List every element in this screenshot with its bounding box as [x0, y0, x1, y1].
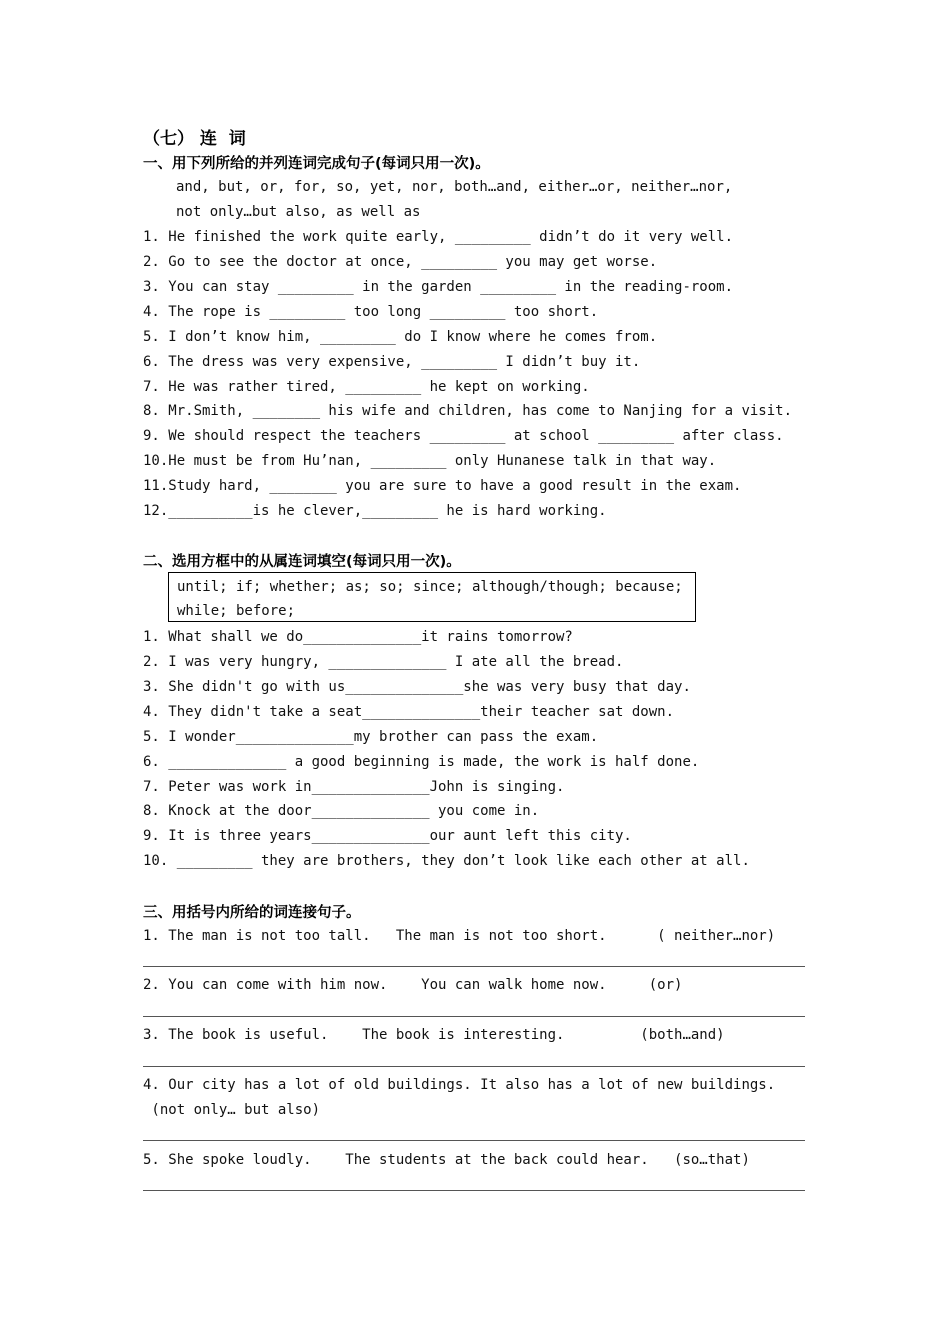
exercise-item: 1. What shall we do______________it rains tomorrow? — [143, 629, 573, 645]
exercise-item-continued: (not only… but also) — [143, 1102, 321, 1118]
exercise-item: 8. Knock at the door______________ you come in. — [143, 803, 540, 819]
exercise-item: 2. I was very hungry, ______________ I ate all the bread. — [143, 654, 624, 670]
section2-heading: 二、选用方框中的从属连词填空(每词只用一次)。 — [143, 554, 461, 570]
exercise-item: 1. The man is not too tall. The man is not too short. ( neither…nor) — [143, 928, 776, 944]
answer-line[interactable] — [143, 1016, 805, 1017]
exercise-item: 2. You can come with him now. You can walk home now. (or) — [143, 977, 683, 993]
section1-heading: 一、用下列所给的并列连词完成句子(每词只用一次)。 — [143, 156, 490, 172]
exercise-item: 4. The rope is _________ too long _________ too short. — [143, 304, 599, 320]
answer-line[interactable] — [143, 1190, 805, 1191]
section3-heading: 三、用括号内所给的词连接句子。 — [143, 905, 361, 921]
word-box-line: until; if; whether; as; so; since; although/though; because; — [177, 579, 683, 595]
exercise-item: 10.He must be from Hu’nan, _________ only Hunanese talk in that way. — [143, 453, 717, 469]
exercise-item: 7. Peter was work in______________John is singing. — [143, 779, 565, 795]
exercise-item: 10. _________ they are brothers, they don’t look like each other at all. — [143, 853, 750, 869]
exercise-item: 11.Study hard, ________ you are sure to have a good result in the exam. — [143, 478, 742, 494]
exercise-item: 2. Go to see the doctor at once, _________ you may get worse. — [143, 254, 658, 270]
exercise-item: 7. He was rather tired, _________ he kept on working. — [143, 379, 590, 395]
exercise-item: 5. She spoke loudly. The students at the back could hear. (so…that) — [143, 1152, 750, 1168]
exercise-item: 9. We should respect the teachers _________ at school _________ after class. — [143, 428, 784, 444]
exercise-item: 3. You can stay _________ in the garden _________ in the reading-room. — [143, 279, 734, 295]
exercise-item: 4. Our city has a lot of old buildings. It also has a lot of new buildings. — [143, 1077, 776, 1093]
exercise-item: 5. I don’t know him, _________ do I know where he comes from. — [143, 329, 658, 345]
exercise-item: 3. She didn't go with us______________she was very busy that day. — [143, 679, 691, 695]
exercise-item: 6. The dress was very expensive, _________ I didn’t buy it. — [143, 354, 641, 370]
answer-line[interactable] — [143, 1140, 805, 1141]
exercise-item: 3. The book is useful. The book is interesting. (both…and) — [143, 1027, 725, 1043]
exercise-item: 5. I wonder______________my brother can pass the exam. — [143, 729, 599, 745]
page-title: （七） 连 词 — [143, 129, 246, 149]
answer-line[interactable] — [143, 1066, 805, 1067]
exercise-item: 12.__________is he clever,_________ he is hard working. — [143, 503, 607, 519]
exercise-item: 4. They didn't take a seat______________their teacher sat down. — [143, 704, 675, 720]
word-bank-line: not only…but also, as well as — [176, 204, 421, 220]
exercise-item: 9. It is three years______________our aunt left this city. — [143, 828, 632, 844]
word-bank-line: and, but, or, for, so, yet, nor, both…and, either…or, neither…nor, — [176, 179, 733, 195]
exercise-item: 1. He finished the work quite early, _________ didn’t do it very well. — [143, 229, 734, 245]
word-box-line: while; before; — [177, 603, 296, 619]
exercise-item: 8. Mr.Smith, ________ his wife and children, has come to Nanjing for a visit. — [143, 403, 793, 419]
exercise-item: 6. ______________ a good beginning is made, the work is half done. — [143, 754, 700, 770]
word-box — [168, 572, 696, 622]
answer-line[interactable] — [143, 966, 805, 967]
